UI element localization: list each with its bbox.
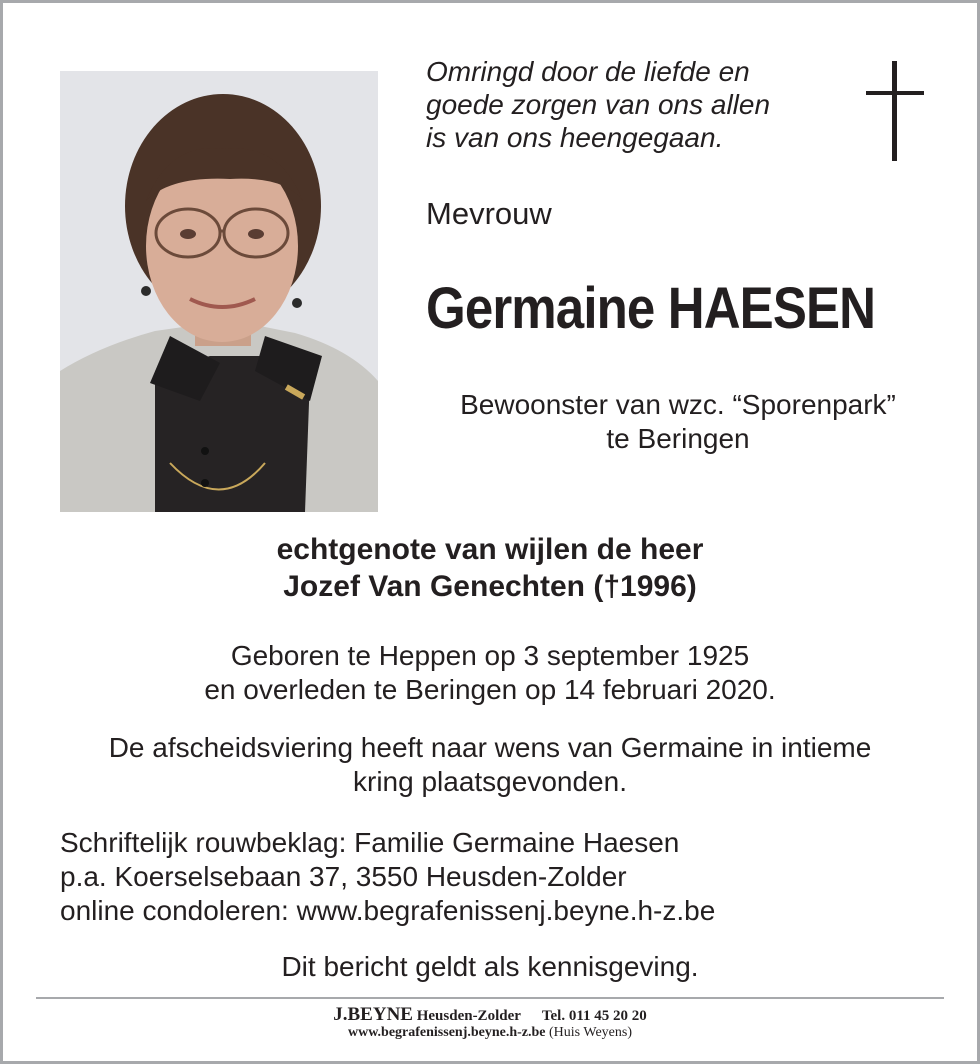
ceremony-info [3,731,977,799]
opening-quote [426,55,846,154]
spouse-line: echtgenote van wijlen de heer [276,533,704,566]
spouse-line: Jozef Van Genechten (†1996) [283,570,697,603]
ceremony-line: De afscheidsviering heeft naar wens van Germaine in intieme [108,732,872,763]
funeral-home-house: (Huis Weyens) [549,1025,633,1040]
residence [413,388,943,456]
deceased-name: Germaine HAESEN [426,276,876,341]
life-dates [3,639,977,707]
portrait-photo [60,71,378,512]
birth-line: Geboren te Heppen op 3 september 1925 [230,640,750,671]
notice-text: Dit bericht geldt als kennisgeving. [281,951,699,982]
funeral-home-footer [3,1006,977,1041]
funeral-home-location: Heusden-Zolder [416,1008,521,1024]
residence-line: Bewoonster van wzc. “Sporenpark” [460,389,896,420]
honorific: Mevrouw [426,196,552,231]
cross-icon [866,61,924,161]
residence-line: te Beringen [606,423,750,454]
spouse-info [3,531,977,605]
death-line: en overleden te Beringen op 14 februari 2020. [204,674,776,705]
quote-line: goede zorgen van ons allen [426,89,771,120]
quote-line: Omringd door de liefde en [426,56,750,87]
online-condolence-line[interactable]: online condoleren: www.begrafenissenj.beyne.h-z.be [60,895,716,926]
funeral-home-phone[interactable]: Tel. 011 45 20 20 [541,1008,647,1024]
funeral-home-website[interactable]: www.begrafenissenj.beyne.h-z.be [347,1025,546,1040]
divider [36,997,944,999]
funeral-home-logo: J.BEYNE [333,1004,413,1025]
condolence-line: Schriftelijk rouwbeklag: Familie Germaine Haesen [60,827,680,858]
ceremony-line: kring plaatsgevonden. [353,766,627,797]
quote-line: is van ons heengegaan. [426,122,724,153]
address-line: p.a. Koerselsebaan 37, 3550 Heusden-Zolder [60,861,627,892]
condolence-contact [60,826,715,928]
